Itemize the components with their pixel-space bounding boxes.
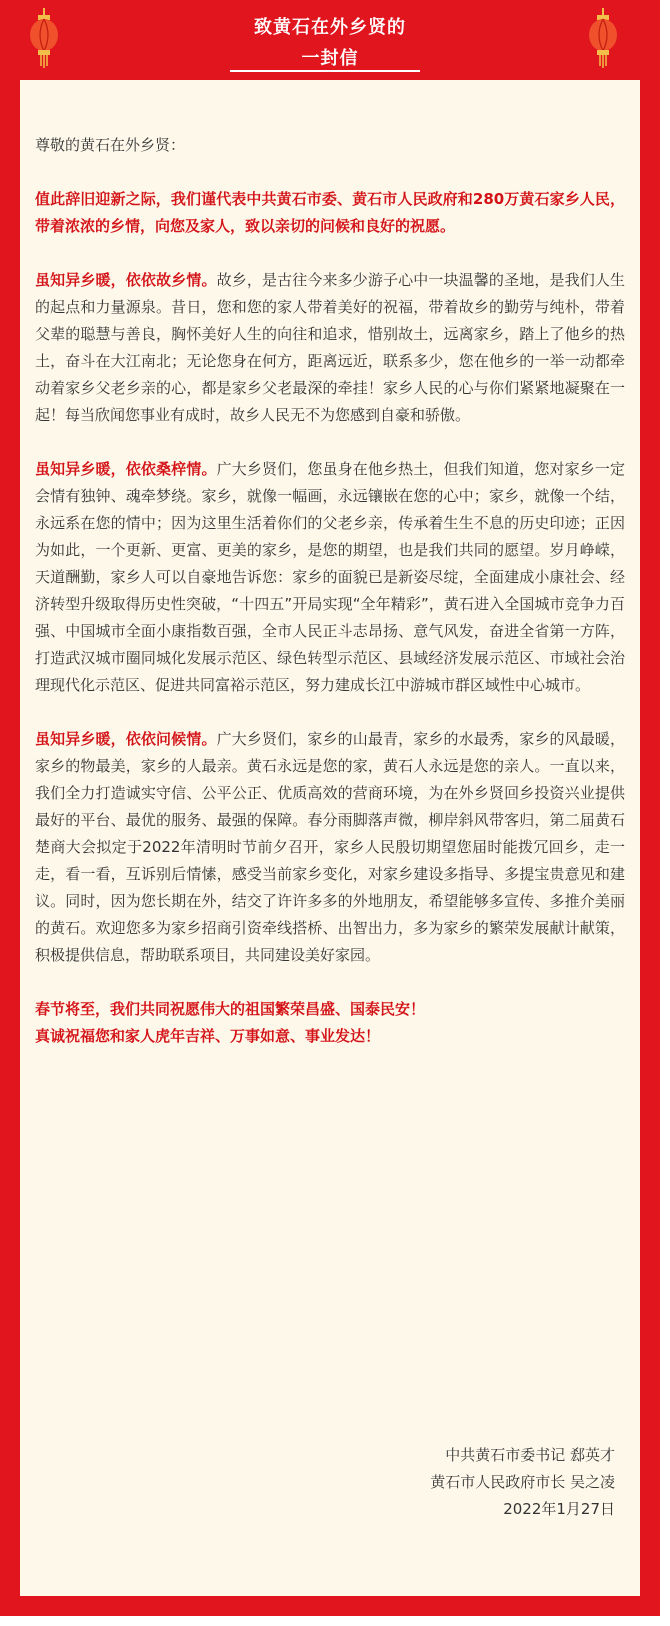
paragraph-heading: 虽知异乡暖，依依故乡情。	[35, 271, 217, 289]
signature-party-secretary: 中共黄石市委书记 郄英才	[445, 1446, 615, 1464]
signature-mayor: 黄石市人民政府市长 吴之凌	[430, 1473, 615, 1491]
paragraph-text: 广大乡贤们，您虽身在他乡热土，但我们知道，您对家乡一定会情有独钟、魂牵梦绕。家乡，就像一幅画，永远镶嵌在您的心中；家乡，就像一个结，永远系在您的情中；因为这里生活着你们的父老乡亲，传承着生生不息的历史印迹；正因为如此，一个更新、更富、更美的家乡，是您的期望，也是我们共同的愿望。岁月峥嵘，天道酬勤，家乡人可以自豪地告诉您：家乡的面貌已是新姿尽绽，全面建成小康社会、经济转型升级取得历史性突破，“十四五”开局实现“全年精彩”，黄石进入全国城市竞争力百强、中国城市全面小康指数百强，全市人民正斗志昂扬、意气风发，奋进全省第一方阵，打造武汉城市圈同城化发展示范区、绿色转型示范区、县域经济发展示范区、市域社会治理现代化示范区、促进共同富裕示范区，努力建成长江中游城市群区域性中心城市。	[35, 460, 625, 694]
letter-body	[35, 132, 625, 1050]
closing-wish-1: 春节将至，我们共同祝愿伟大的祖国繁荣昌盛、国泰民安！	[35, 1000, 426, 1018]
paragraph-greetings	[35, 726, 625, 969]
closing-wish-2: 真诚祝福您和家人虎年吉祥、万事如意、事业发达！	[35, 1027, 381, 1045]
letter-title-line1: 致黄石在外乡贤的	[254, 17, 406, 38]
paragraph-heading: 虽知异乡暖，依依问候情。	[35, 730, 217, 748]
paragraph-homeland	[35, 456, 625, 699]
paragraph-heading: 虽知异乡暖，依依桑梓情。	[35, 460, 217, 478]
paragraph-text: 故乡，是古往今来多少游子心中一块温馨的圣地，是我们人生的起点和力量源泉。昔日，您和您的家人带着美好的祝福，带着故乡的勤劳与纯朴，带着父辈的聪慧与善良，胸怀美好人生的向往和追求，惜别故土，远离家乡，踏上了他乡的热土，奋斗在大江南北；无论您身在何方，距离远近，联系多少，您在他乡的一举一动都牵动着家乡父老乡亲的心，都是家乡父老最深的牵挂！家乡人民的心与你们紧紧地凝聚在一起！每当欣闻您事业有成时，故乡人民无不为您感到自豪和骄傲。	[35, 271, 625, 424]
signature-date: 2022年1月27日	[503, 1500, 615, 1518]
title-underline	[230, 70, 420, 72]
salutation: 尊敬的黄石在外乡贤：	[35, 136, 186, 154]
paragraph-text: 广大乡贤们，家乡的山最青，家乡的水最秀，家乡的风最暖，家乡的物最美，家乡的人最亲。黄石永远是您的家，黄石人永远是您的亲人。一直以来，我们全力打造诚实守信、公平公正、优质高效的营商环境，为在外乡贤回乡投资兴业提供最好的平台、最优的服务、最强的保障。春分雨脚落声微，柳岸斜风带客归，第二届黄石楚商大会拟定于2022年清明时节前夕召开，家乡人民殷切期望您届时能拨冗回乡，走一走，看一看，互诉别后情愫，感受当前家乡变化，对家乡建设多指导、多提宝贵意见和建议。同时，因为您长期在外，结交了许许多多的外地朋友，希望能够多宣传、多推介美丽的黄石。欢迎您多为家乡招商引资牵线搭桥、出智出力，多为家乡的繁荣发展献计献策，积极提供信息，帮助联系项目，共同建设美好家园。	[35, 730, 625, 964]
paragraph-hometown	[35, 267, 625, 429]
signature-block	[430, 1442, 615, 1523]
letter-title-line2: 一封信	[301, 48, 359, 69]
intro-paragraph: 值此辞旧迎新之际，我们谨代表中共黄石市委、黄石市人民政府和280万黄石家乡人民，带着浓浓的乡情，向您及家人，致以亲切的问候和良好的祝愿。	[35, 190, 625, 235]
